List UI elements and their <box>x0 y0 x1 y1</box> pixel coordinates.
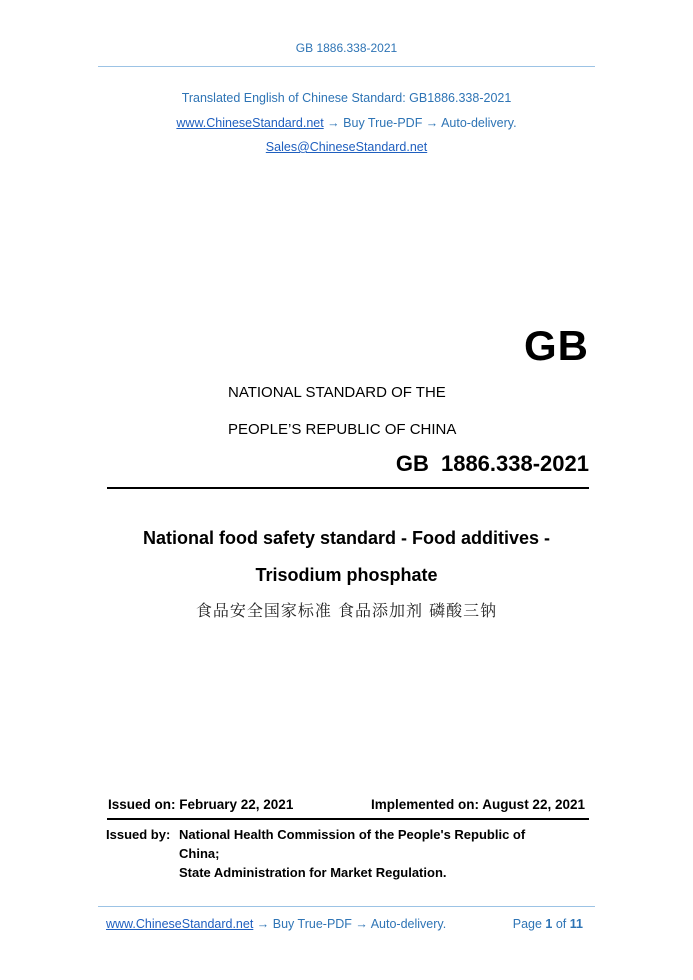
issuer-1-line-2: China; <box>179 846 220 861</box>
page-indicator <box>513 917 583 931</box>
implemented-on-date: Implemented on: August 22, 2021 <box>370 797 585 812</box>
translation-notice: Translated English of Chinese Standard: GB1886.338-2021 <box>181 91 512 105</box>
document-title-chinese: 食品安全国家标准 食品添加剂 磷酸三钠 <box>195 601 498 620</box>
sales-email-link[interactable]: Sales@ChineseStandard.net <box>265 140 428 154</box>
page-number: 1 <box>545 917 553 931</box>
page-label: Page <box>512 917 542 931</box>
header-standard-code: GB 1886.338-2021 <box>295 41 398 55</box>
national-standard-line2: PEOPLE’S REPUBLIC OF CHINA <box>228 421 457 438</box>
issuer-2: State Administration for Market Regulation. <box>179 865 447 880</box>
of-label: of <box>555 917 567 931</box>
footer-site-link[interactable]: www.ChineseStandard.net <box>106 917 254 931</box>
page-total: 11 <box>569 917 583 931</box>
national-standard-line1: NATIONAL STANDARD OF THE <box>228 384 446 401</box>
issued-on-date: Issued on: February 22, 2021 <box>108 797 294 812</box>
footer-divider <box>98 906 595 907</box>
standard-number: GB 1886.338-2021 <box>395 451 589 476</box>
gb-mark: GB <box>524 322 589 369</box>
standard-number-rule <box>107 487 589 489</box>
footer-purchase-text: → Buy True-PDF → Auto-delivery. <box>253 917 447 931</box>
footer-purchase-line <box>106 917 446 931</box>
purchase-text: → Buy True-PDF → Auto-delivery. <box>323 116 517 130</box>
email-line <box>0 140 693 154</box>
header-divider <box>98 66 595 67</box>
document-title-line1: National food safety standard - Food additives - <box>142 528 551 548</box>
document-title-line2: Trisodium phosphate <box>255 565 438 585</box>
issued-by-label: Issued by: <box>106 827 171 842</box>
site-link[interactable]: www.ChineseStandard.net <box>176 116 324 130</box>
purchase-line <box>0 116 693 130</box>
issuer-1-line-1: National Health Commission of the People's Republic of <box>179 827 526 842</box>
dates-rule <box>107 818 589 820</box>
